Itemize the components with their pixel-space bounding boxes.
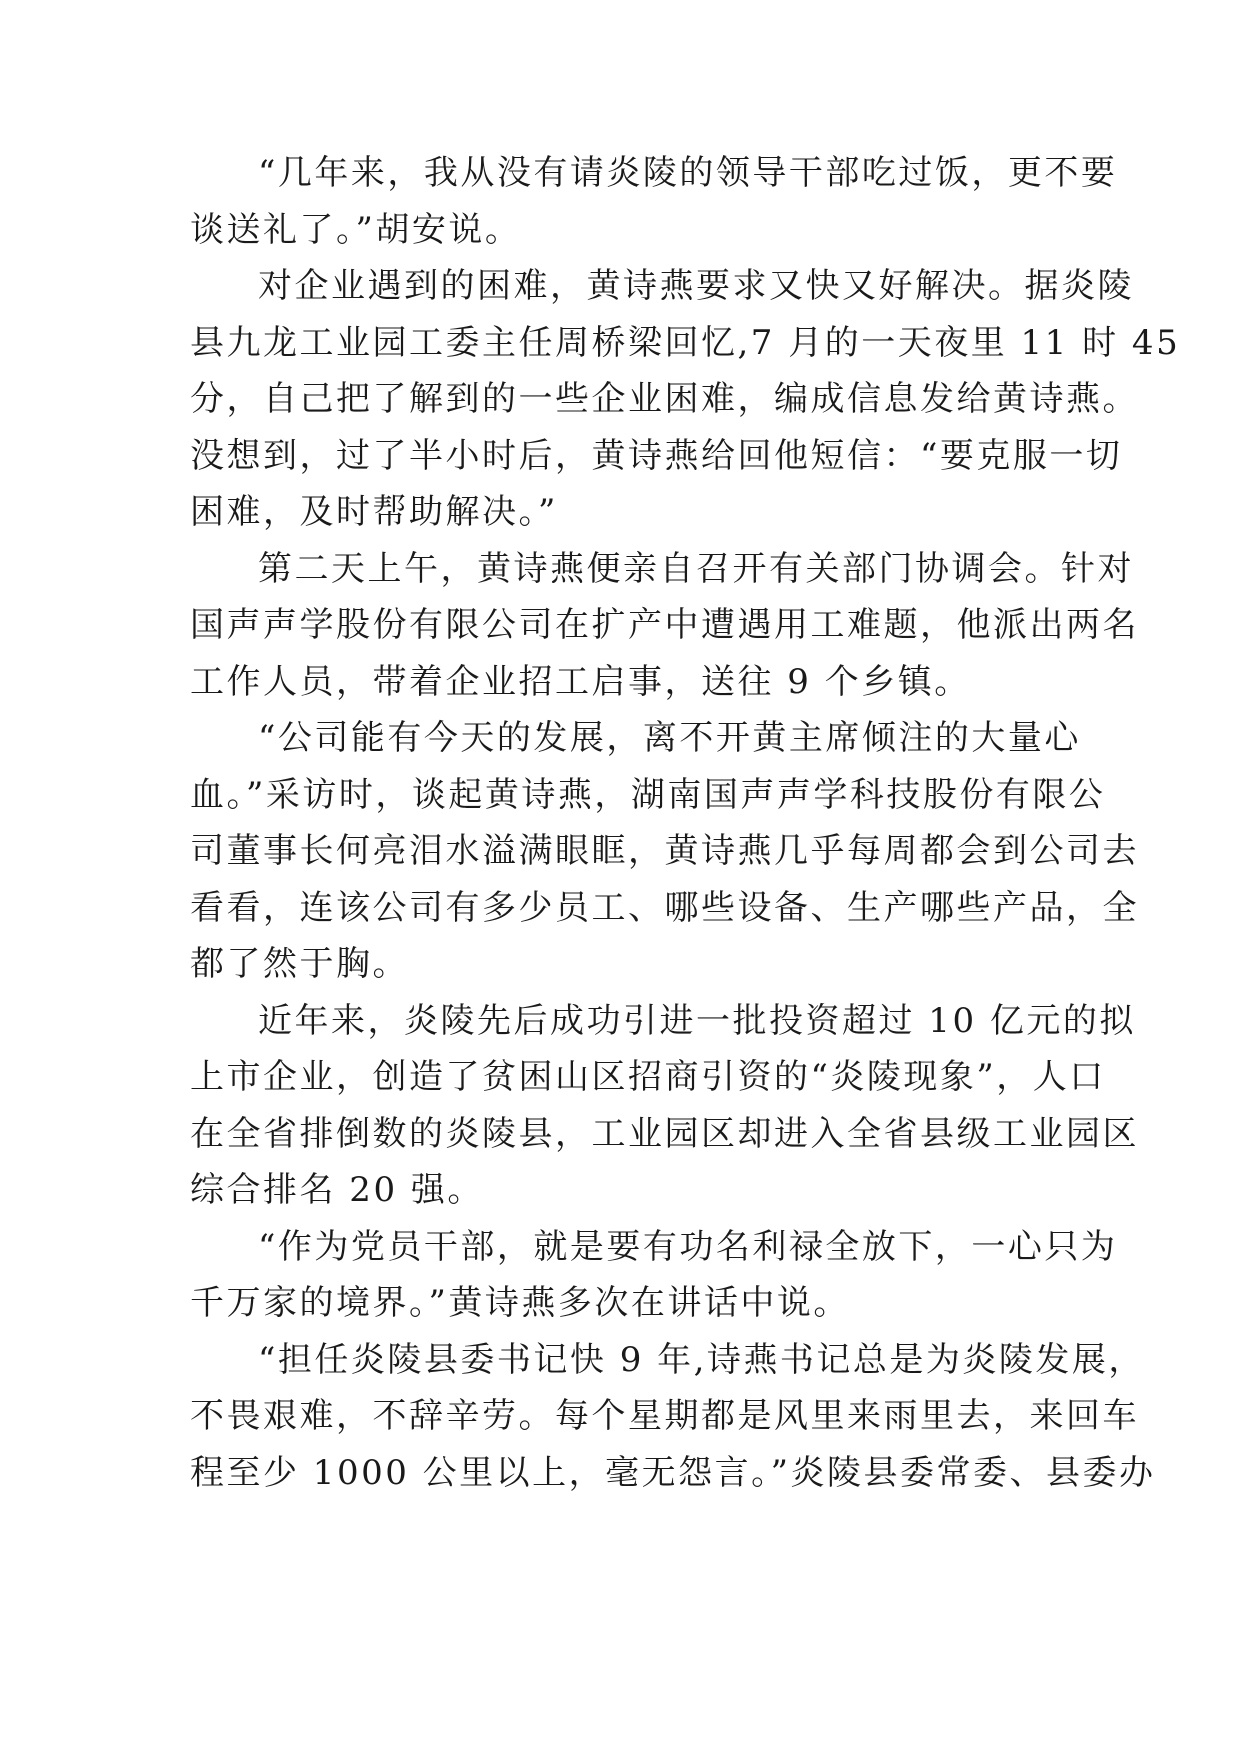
paragraph [190, 710, 1139, 993]
text-line: 对企业遇到的困难，黄诗燕要求又快又好解决。据炎陵 [258, 266, 1134, 306]
text-line: 都了然于胸。 [190, 944, 409, 984]
text-line: 谈送礼了。”胡安说。 [190, 209, 522, 250]
text-line: 分，自己把了解到的一些企业困难，编成信息发给黄诗燕。 [190, 379, 1139, 419]
text-line: 血。”采访时，谈起黄诗燕，湖南国声声学科技股份有限公 [190, 774, 1106, 815]
text-line: 综合排名 20 强。 [190, 1170, 484, 1210]
text-line: 没想到，过了半小时后，黄诗燕给回他短信：“要克服一切 [190, 435, 1123, 476]
text-line: “担任炎陵县委书记快 9 年,诗燕书记总是为炎陵发展， [258, 1339, 1145, 1380]
paragraph [190, 258, 1181, 541]
text-line: “几年来，我从没有请炎陵的领导干部吃过饭，更不要 [258, 153, 1118, 193]
text-line: 看看，连该公司有多少员工、哪些设备、生产哪些产品，全 [190, 887, 1139, 928]
text-line: “作为党员干部，就是要有功名利禄全放下，一心只为 [258, 1226, 1118, 1267]
text-line: 程至少 1000 公里以上，毫无怨言。”炎陵县委常委、县委办 [190, 1452, 1156, 1493]
text-line: 千万家的境界。”黄诗燕多次在讲话中说。 [190, 1283, 850, 1323]
text-line: 近年来，炎陵先后成功引进一批投资超过 10 亿元的拟 [258, 1000, 1136, 1041]
text-line: “公司能有今天的发展，离不开黄主席倾注的大量心 [258, 718, 1081, 758]
paragraph [190, 541, 1139, 711]
text-line: 困难，及时帮助解决。” [190, 492, 558, 532]
text-line: 县九龙工业园工委主任周桥梁回忆,7 月的一天夜里 11 时 45 [190, 322, 1181, 363]
paragraph [190, 993, 1139, 1219]
text-line: 第二天上午，黄诗燕便亲自召开有关部门协调会。针对 [258, 548, 1134, 589]
text-line: 国声声学股份有限公司在扩产中遭遇用工难题，他派出两名 [190, 605, 1139, 645]
text-line: 不畏艰难，不辞辛劳。每个星期都是风里来雨里去，来回车 [190, 1396, 1139, 1436]
paragraph [190, 1219, 1118, 1332]
text-line: 司董事长何亮泪水溢满眼眶，黄诗燕几乎每周都会到公司去 [190, 831, 1139, 871]
paragraph [190, 145, 1118, 258]
paragraph [190, 1332, 1156, 1502]
document-page [190, 145, 1181, 1501]
text-line: 工作人员，带着企业招工启事，送往 9 个乡镇。 [190, 661, 971, 702]
text-line: 在全省排倒数的炎陵县，工业园区却进入全省县级工业园区 [190, 1113, 1139, 1154]
text-line: 上市企业，创造了贫困山区招商引资的“炎陵现象”，人口 [190, 1057, 1106, 1097]
